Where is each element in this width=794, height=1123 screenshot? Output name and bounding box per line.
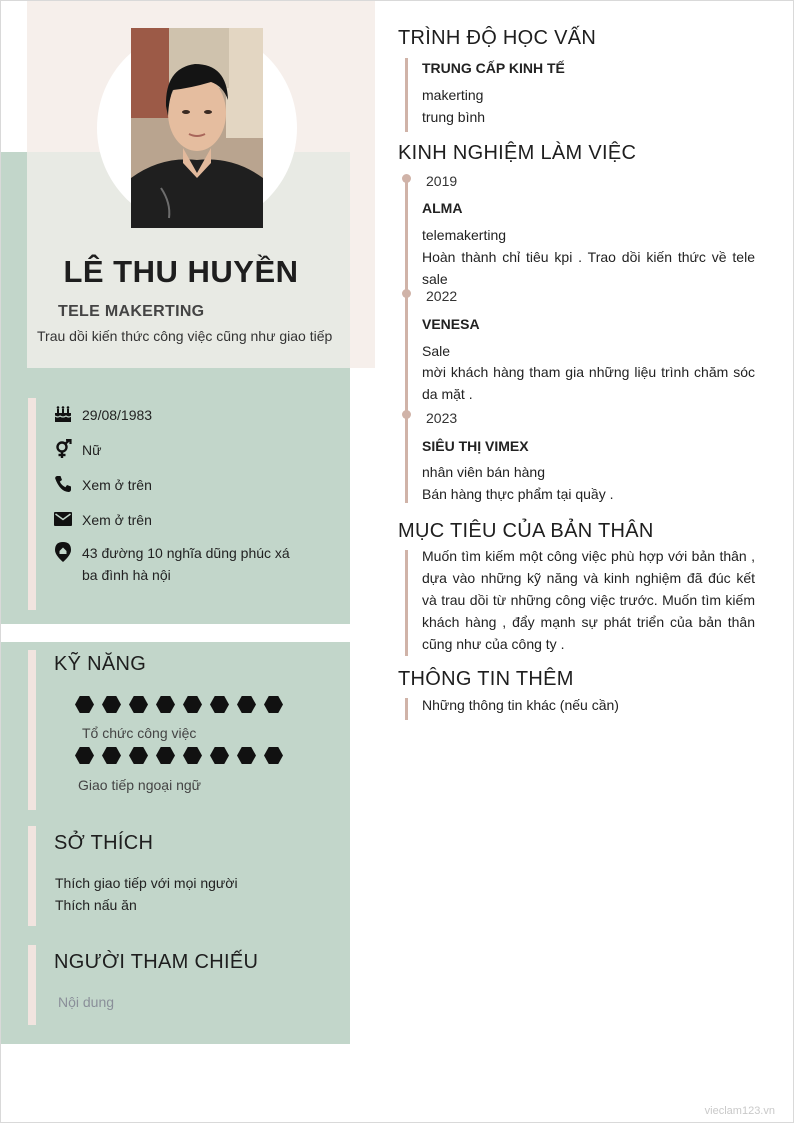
skill-dot [237,696,256,713]
experience-company: ALMA [422,200,463,216]
goals-line [405,550,408,656]
goals-text: Muốn tìm kiếm một công việc phù hợp với bản thân , dựa vào những kỹ năng và kinh nghiệm đã đúc kết và trau dồi từ những công việc trước. Muốn tìm kiếm khách hàng , đẩy mạnh sự phát triển của bản thân cũng như của công ty . [422,548,755,652]
candidate-name: LÊ THU HUYỀN [63,254,299,289]
contact-gender [53,439,322,461]
education-line [405,58,408,132]
experience-position: Sale [422,343,451,359]
experience-description: Bán hàng thực phẩm tại quầy . [422,486,614,502]
watermark: vieclam123.vn [704,1105,775,1117]
contact-birthday [53,404,322,426]
skill-dot [102,747,121,764]
skill-dot [129,747,148,764]
skills-heading: KỸ NĂNG [54,653,147,675]
birthday-cake-icon [53,404,73,424]
timeline-dot [402,410,411,419]
timeline-dot [402,289,411,298]
experience-timeline [405,177,408,503]
hobby-item: Thích nấu ăn [55,897,137,913]
skill-dot [210,747,229,764]
email-icon [53,509,73,529]
avatar[interactable] [131,28,263,228]
contact-email [53,509,322,531]
gender-icon [53,439,73,459]
skill-dot [129,696,148,713]
short-objective: Trau dồi kiến thức công việc cũng như giao tiếp [37,328,333,344]
avatar-photo-icon [131,28,263,228]
skill-dot [264,747,283,764]
experience-description: mời khách hàng tham gia những liệu trình chăm sóc da mặt . [422,364,755,402]
hobbies-heading: SỞ THÍCH [54,832,154,854]
additional-line [405,698,408,720]
skill-dot [264,696,283,713]
experience-company: VENESA [422,316,480,332]
hobbies-accent-bar [28,826,36,926]
skill-dot [156,696,175,713]
education-major: makerting [422,87,484,103]
education-school: TRUNG CẤP KINH TẾ [422,60,565,76]
email-value: Xem ở trên [82,512,152,528]
additional-heading: THÔNG TIN THÊM [398,668,574,690]
skill-name-2: Giao tiếp ngoại ngữ [78,777,202,793]
skill-rating-2 [75,747,283,764]
experience-year: 2019 [426,173,458,189]
education-grade: trung bình [422,109,486,125]
experience-position: nhân viên bán hàng [422,464,545,480]
phone-value: Xem ở trên [82,477,152,493]
experience-company: SIÊU THỊ VIMEX [422,438,529,454]
location-pin-icon [53,542,73,562]
experience-year: 2022 [426,288,458,304]
contact-phone [53,474,322,496]
address-value: 43 đường 10 nghĩa dũng phúc xá ba đình hà nội [82,545,290,583]
job-title: TELE MAKERTING [58,303,205,320]
hobby-item: Thích giao tiếp với mọi người [55,875,238,891]
goals-heading: MỤC TIÊU CỦA BẢN THÂN [398,520,654,542]
skill-dot [75,696,94,713]
skill-dot [183,747,202,764]
skill-dot [210,696,229,713]
phone-icon [53,474,73,494]
contact-address [53,542,307,586]
experience-heading: KINH NGHIỆM LÀM VIỆC [398,142,637,164]
education-heading: TRÌNH ĐỘ HỌC VẤN [398,27,597,49]
skill-dot [75,747,94,764]
skill-rating-1 [75,696,283,713]
references-heading: NGƯỜI THAM CHIẾU [54,951,259,973]
birthday-value: 29/08/1983 [82,407,153,423]
skill-dot [102,696,121,713]
gender-value: Nữ [82,442,102,458]
skill-name-1: Tổ chức công việc [82,725,197,741]
contact-accent-bar [28,398,36,610]
experience-year: 2023 [426,410,458,426]
additional-text: Những thông tin khác (nếu cần) [422,697,619,713]
timeline-dot [402,174,411,183]
skill-dot [156,747,175,764]
references-accent-bar [28,945,36,1025]
skill-dot [237,747,256,764]
experience-position: telemakerting [422,227,507,243]
profile-panel-edge [1,152,27,368]
references-content: Nội dung [58,994,115,1010]
experience-description: Hoàn thành chỉ tiêu kpi . Trao dồi kiến thức về tele sale [422,249,755,287]
skill-dot [183,696,202,713]
skills-accent-bar [28,650,36,810]
